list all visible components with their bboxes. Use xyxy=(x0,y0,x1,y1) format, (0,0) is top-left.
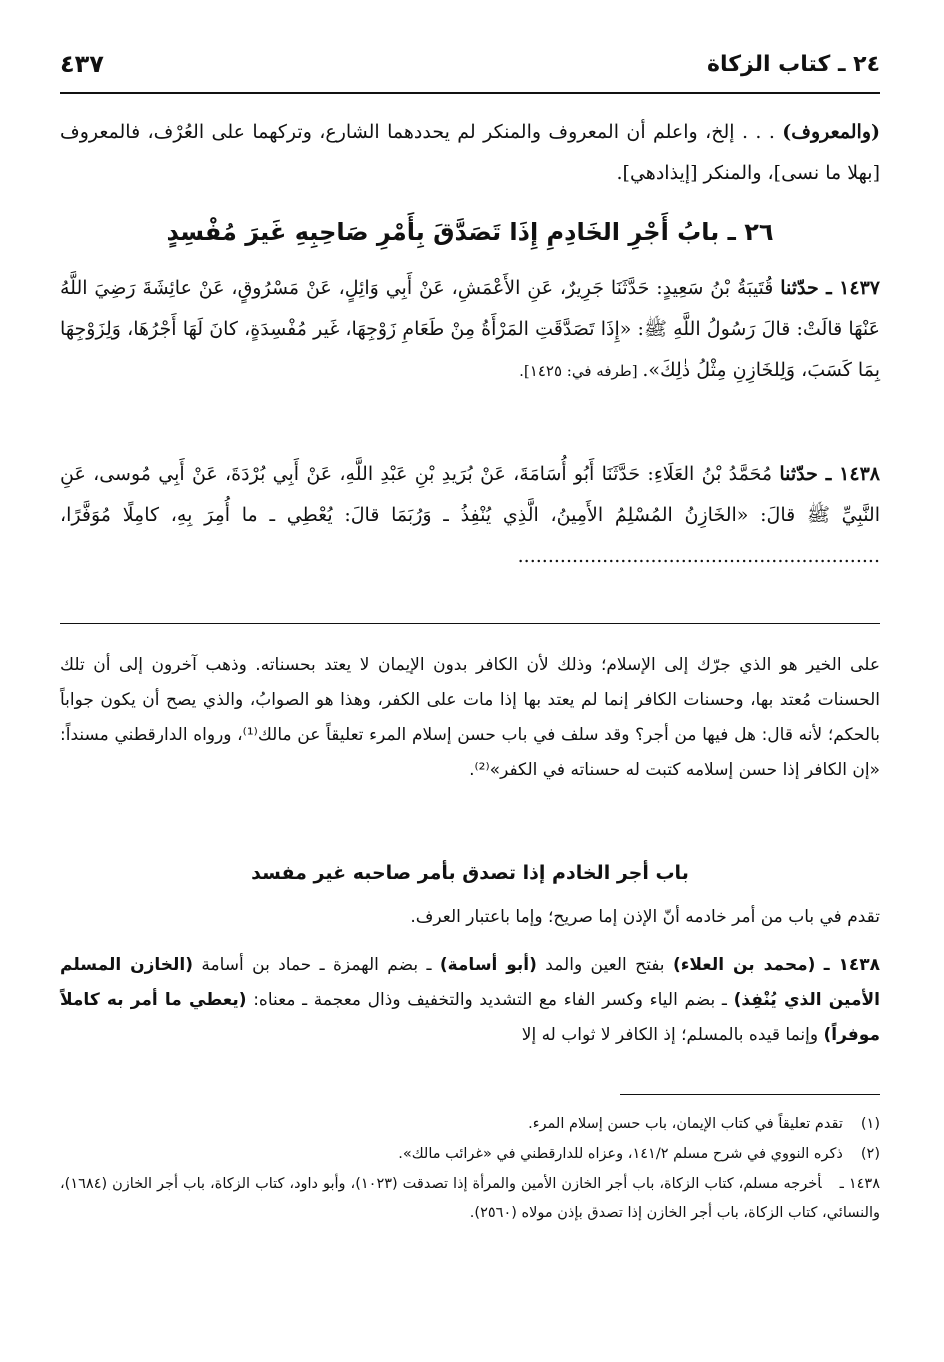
chapter-heading: ٢٦ ـ بابُ أَجْرِ الخَادِمِ إِذَا تَصَدَّقَ بِأَمْرِ صَاحِبِهِ غَيرَ مُفْسِدٍ xyxy=(166,218,774,246)
p3-bold-3: (الخازن المسلم الأمين الذي يُنْفِذ) xyxy=(60,955,880,1010)
footnote-1-text: تقدم تعليقاً في كتاب الإيمان، باب حسن إسلام المرء. xyxy=(528,1116,843,1132)
footnote-3 xyxy=(60,1170,880,1228)
footnote-2-text: ذكره النووي في شرح مسلم ١٤١/٢، وعزاه للدارقطني في «غرائب مالك». xyxy=(398,1146,843,1162)
footnote-1 xyxy=(60,1110,880,1139)
hadith-1437-reference: [طرفه في: ١٤٢٥]. xyxy=(519,362,643,380)
commentary-paragraph-2: تقدم في باب من أمر خادمه أنّ الإذن إما صريح؛ وإما باعتبار العرف. xyxy=(410,907,880,927)
intro-paragraph xyxy=(60,112,880,194)
p3-text-4: وإنما قيده بالمسلم؛ إذ الكافر لا ثواب له إلا xyxy=(521,1025,824,1045)
p3-text-2: ـ بضم الهمزة ـ حماد بن أسامة xyxy=(193,955,440,975)
footnote-3-number: ١٤٣٨ ـ xyxy=(839,1176,880,1192)
p3-bold-4: (يعطي ما أمر به كاملاً موفراً) xyxy=(60,990,880,1045)
hadith-1437-lead: ١٤٣٧ ـ حدّثنا xyxy=(780,277,880,299)
footnote-2-number: (٢) xyxy=(860,1146,880,1162)
p3-bold-2: (أبو أسامة) xyxy=(439,955,537,975)
footnote-3-text: أخرجه مسلم، كتاب الزكاة، باب أجر الخازن الأمين والمرأة إذا تصدقت (١٠٢٣)، وأبو داود، كتاب الزكاة، باب أجر الخازن (١٦٨٤)، والنسائي، كتاب الزكاة، باب أجر الخازن إذا تصدق بإذن مولاه (٢٥٦٠). xyxy=(60,1176,880,1221)
commentary-paragraph-3 xyxy=(60,948,880,1053)
hadith-1437-text: قُتَيبَةُ بْنُ سَعِيدٍ: حَدَّثَنَا جَرِيرٌ، عَنِ الأَعْمَشِ، عَنْ أَبِي وَائِلٍ، عَنْ مَسْرُوقٍ، عَنْ عائِشَةَ رَضِيَ اللَّهُ عَنْهَا قالَتْ: قالَ رَسُولُ اللَّهِ ﷺ: «إِذَا تَصَدَّقَتِ المَرْأَةُ مِنْ طَعَامِ زَوْجِهَا، غَير مُفْسِدَةٍ، كانَ لَهَا أَجْرُهَا، وَلِزَوْجِهَا بِمَا كَسَبَ، وَلِلخَازِنِ مِثْلُ ذٰلِكَ». xyxy=(60,277,880,381)
intro-text: . . . إلخ، واعلم أن المعروف والمنكر لم يحددهما الشارع، وتركهما على العُرْف، فالمعروف [بهلا ما نسى]، والمنكر [إيذادهي]. xyxy=(60,121,880,184)
hadith-1438-text: مُحَمَّدُ بْنُ العَلَاءِ: حَدَّثَنَا أَبُو أُسَامَةَ، عَنْ بُرَيدِ بْنِ عَبْدِ اللَّهِ، عَنْ أَبِي بُرْدَةَ، عَنْ أَبِي مُوسى، عَنِ النَّبِيِّ ﷺ قالَ: «الخَازِنُ المُسْلِمُ الأَمِينُ، الَّذِي يُنْفِذُ ـ وَرُبَمَا قالَ: يُعْطِي ـ ما أُمِرَ بِهِ، كامِلًا مُوَفَّرًا، xyxy=(60,463,880,526)
p3-lead: ١٤٣٨ ـ xyxy=(823,955,880,975)
footnote-2 xyxy=(60,1140,880,1169)
commentary-paragraph-1: على الخير هو الذي جرّك إلى الإسلام؛ وذلك لأن الكافر بدون الإيمان لا يعتد بحسناته. وذهب آخرون إلى أن تلك الحسنات مُعتد بها، وحسنات الكافر إنما لم يعتد بها إذا مات على الكفر، وهذا هو الصوابُ، والذي يصح أن يكون جواباً بالحكم؛ لأنه قال: هل فيها من أجر؟ وقد سلف في باب حسن إسلام المرء تعليقاً عن مالك⁽¹⁾، ورواه الدارقطني مسنداً: «إن الكافر إذا حسن إسلامه كتبت له حسناته في الكفر»⁽²⁾. xyxy=(60,655,880,780)
commentary-heading: باب أجر الخادم إذا تصدق بأمر صاحبه غير مفسد xyxy=(251,862,689,884)
book-page xyxy=(60,40,880,1340)
hadith-1438 xyxy=(60,454,880,577)
chapter-title: ٢٤ ـ كتاب الزكاة xyxy=(706,52,880,77)
hadith-1438-lead: ١٤٣٨ ـ حدّثنا xyxy=(779,463,880,485)
page-number: ٤٣٧ xyxy=(60,50,104,78)
continuation-dots: ............................................................ xyxy=(517,545,880,567)
p3-text-1: بفتح العين والمد xyxy=(536,955,673,975)
footnote-1-number: (١) xyxy=(860,1116,880,1132)
p3-text-3: ـ بضم الياء وكسر الفاء مع التشديد والتخفيف وذال معجمة ـ معناه: xyxy=(246,990,734,1010)
hadith-1437 xyxy=(60,268,880,392)
commentary-separator xyxy=(60,623,880,624)
intro-lead: (والمعروف) xyxy=(782,121,880,143)
p3-bold-1: (محمد بن العلاء) xyxy=(672,955,816,975)
page-header xyxy=(60,40,880,94)
footnote-separator xyxy=(620,1094,880,1095)
